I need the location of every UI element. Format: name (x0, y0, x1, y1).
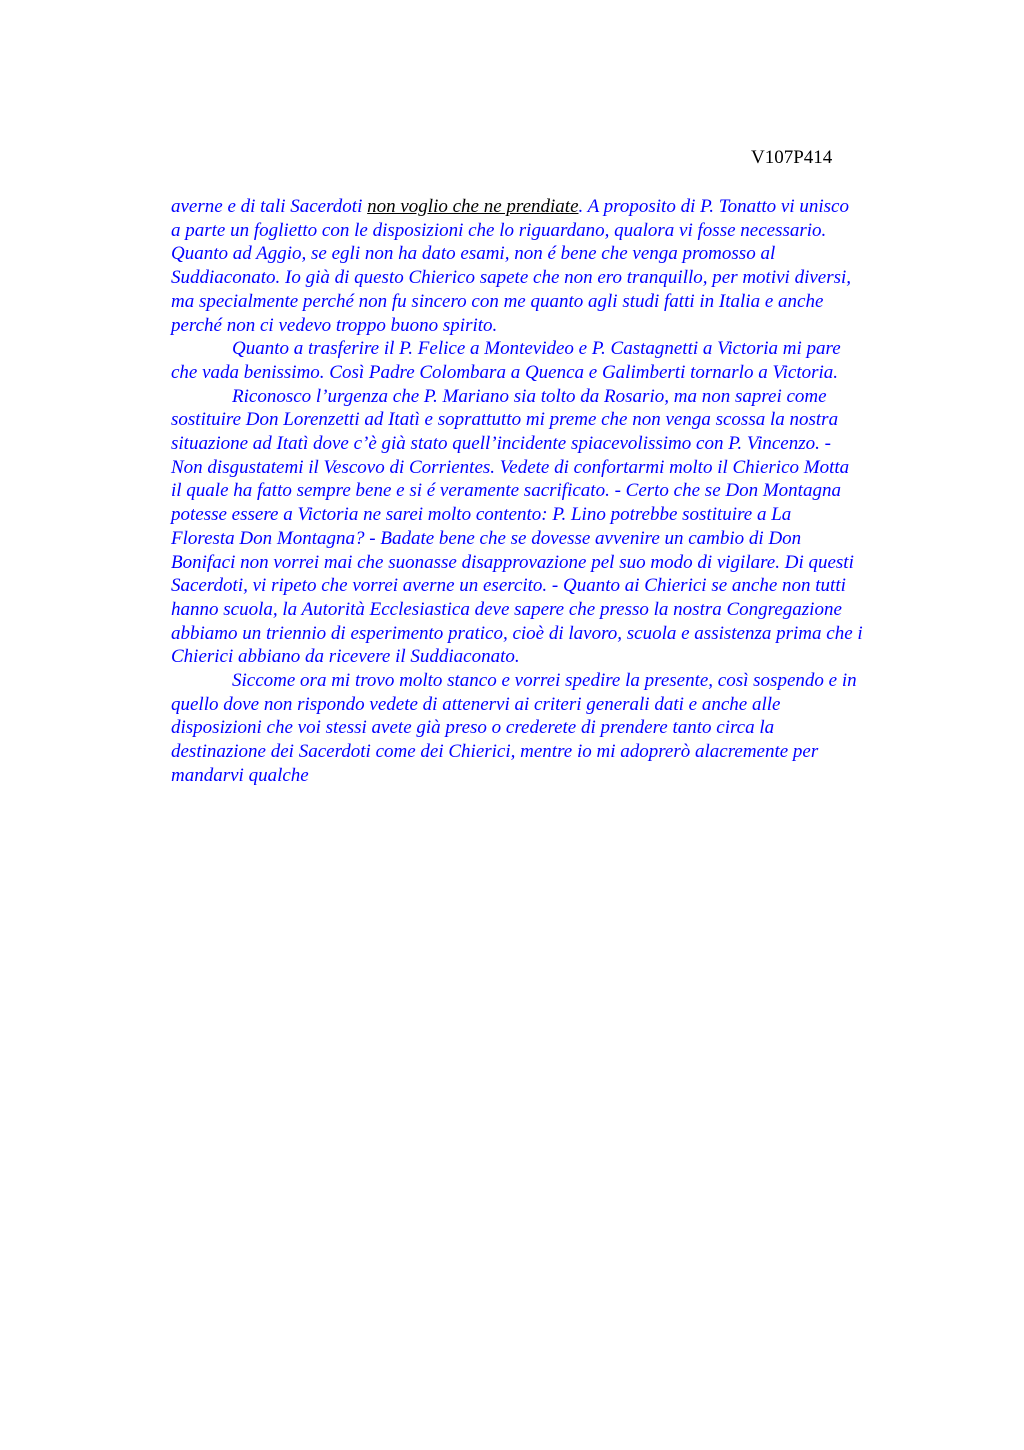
text-line: Non disgustatemi il Vescovo di Corrientes. Vedete di confortarmi molto il Chierico Motta (171, 456, 850, 478)
text-line: disposizioni che voi stessi avete già preso o crederete di prendere tanto circa la (171, 717, 775, 739)
text-line: ma specialmente perché non fu sincero con me quanto agli studi fatti in Italia e anche (171, 290, 824, 312)
text-line (171, 195, 931, 219)
text-line: potesse essere a Victoria ne sarei molto contento: P. Lino potrebbe sostituire a La (171, 504, 792, 526)
text-line: Bonifaci non vorrei mai che suonasse disapprovazione pel suo modo di vigilare. Di questi (171, 551, 854, 573)
underlined-phrase: non voglio che ne prendiate (367, 196, 579, 217)
text-line: sostituire Don Lorenzetti ad Itatì e soprattutto mi preme che non venga scossa la nostra (171, 409, 839, 431)
paragraph-first-line: Quanto a trasferire il P. Felice a Montevideo e P. Castagnetti a Victoria mi pare (232, 338, 841, 360)
paragraph-first-line: Siccome ora mi trovo molto stanco e vorrei spedire la presente, così sospendo e in (232, 670, 857, 692)
text-line: Suddiaconato. Io già di questo Chierico sapete che non ero tranquillo, per motivi diversi, (171, 267, 852, 289)
text-segment: . A proposito di P. Tonatto vi unisco (578, 196, 849, 217)
text-line: Sacerdoti, vi ripeto che vorrei averne un esercito. - Quanto ai Chierici se anche non tutti (171, 575, 846, 597)
text-segment: averne e di tali Sacerdoti (171, 196, 368, 217)
text-line: mandarvi qualche (171, 764, 309, 786)
text-line: quello dove non rispondo vedete di attenervi ai criteri generali dati e anche alle (171, 693, 781, 715)
text-line: hanno scuola, la Autorità Ecclesiastica deve sapere che presso la nostra Congregazione (171, 598, 842, 620)
text-line: a parte un foglietto con le disposizioni che lo riguardano, qualora vi fosse necessario. (171, 219, 827, 241)
text-line: abbiamo un triennio di esperimento pratico, cioè di lavoro, scuola e assistenza prima che i (171, 622, 863, 644)
document-reference-code: V107P414 (751, 147, 833, 168)
text-line: destinazione dei Sacerdoti come dei Chierici, mentre io mi adoprerò alacremente per (171, 741, 819, 763)
text-line: che vada benissimo. Così Padre Colombara a Quenca e Galimberti tornarlo a Victoria. (171, 361, 839, 383)
text-line: situazione ad Itatì dove c’è già stato quell’incidente spiacevolissimo con P. Vincenzo. - (171, 433, 831, 455)
text-line: il quale ha fatto sempre bene e si é veramente sacrificato. - Certo che se Don Montagna (171, 480, 841, 502)
text-line: Chierici abbiano da ricevere il Suddiaconato. (171, 646, 520, 668)
text-line: Floresta Don Montagna? - Badate bene che se dovesse avvenire un cambio di Don (171, 527, 802, 549)
letter-body-text (171, 195, 931, 788)
paragraph-first-line: Riconosco l’urgenza che P. Mariano sia tolto da Rosario, ma non saprei come (232, 385, 827, 407)
text-line: perché non ci vedevo troppo buono spirito. (171, 314, 498, 336)
text-line: Quanto ad Aggio, se egli non ha dato esami, non é bene che venga promosso al (171, 243, 776, 265)
